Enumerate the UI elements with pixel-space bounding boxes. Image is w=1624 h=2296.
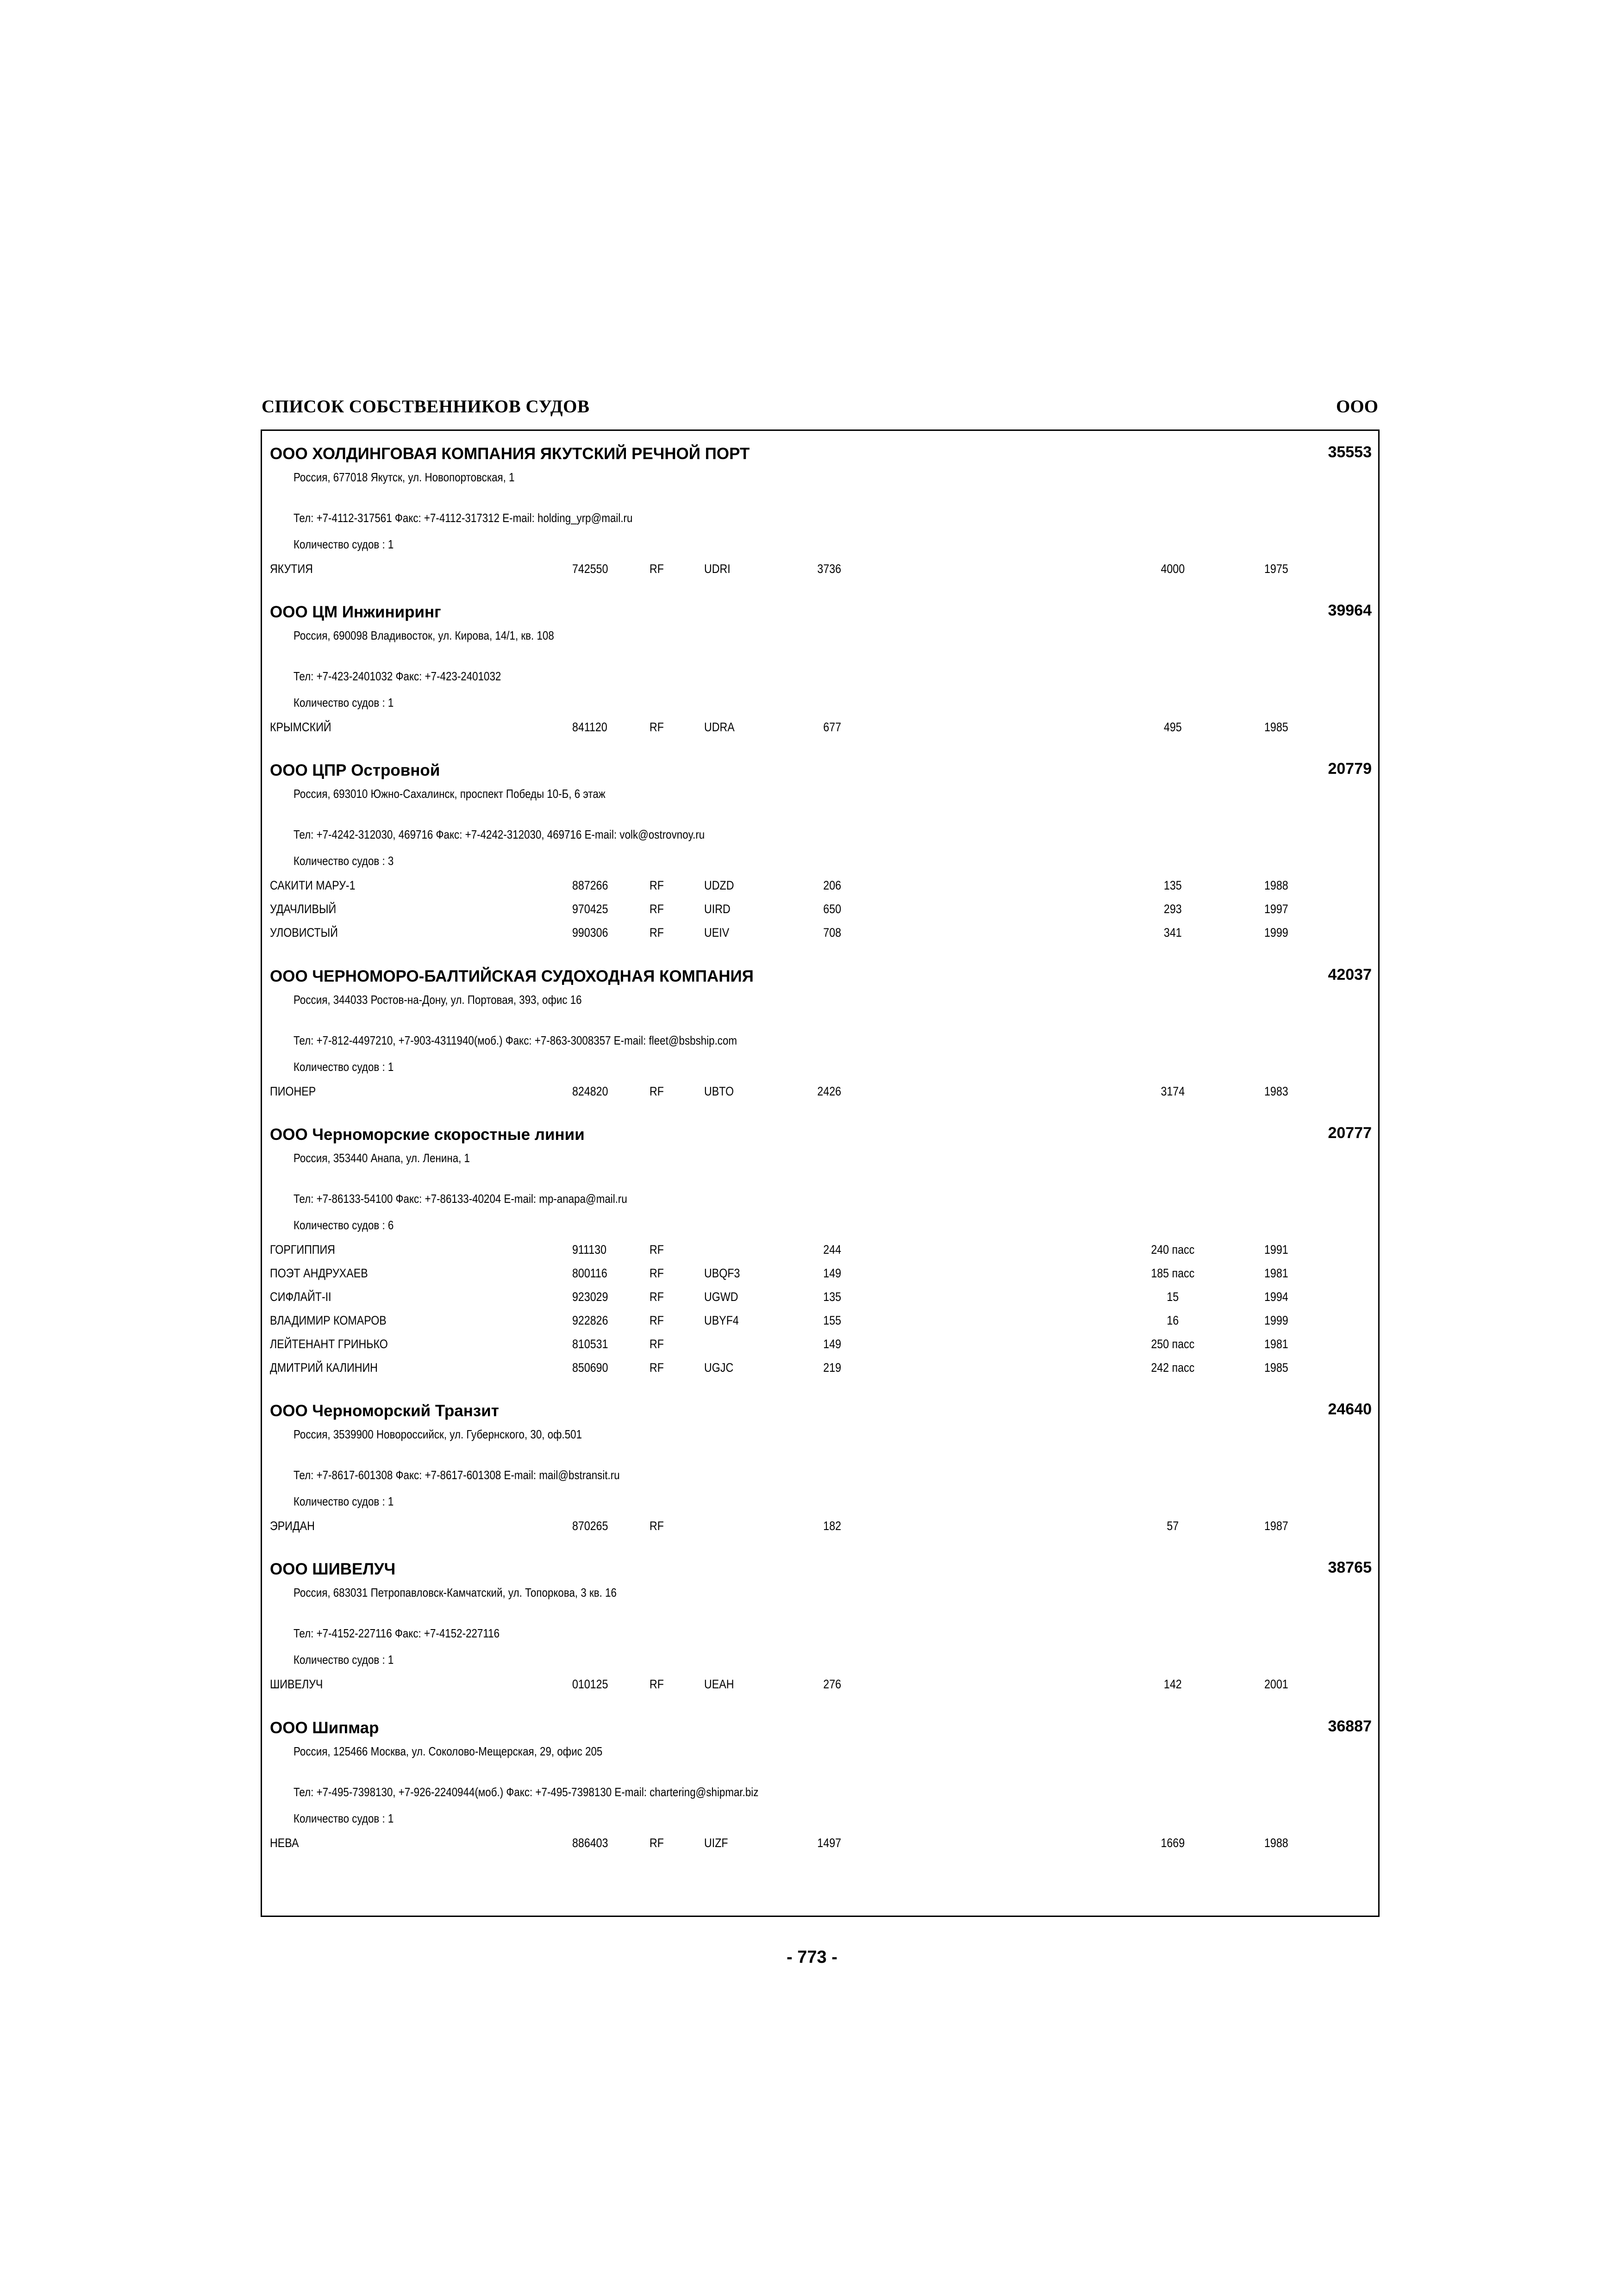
vessel-name: ВЛАДИМИР КОМАРОВ	[270, 1313, 387, 1327]
vessel-name: ПОЭТ АНДРУХАЕВ	[270, 1266, 368, 1280]
vessel-row	[262, 1337, 1378, 1353]
vessel-count: Количество судов : 1	[294, 696, 394, 709]
company-name: ООО ЦМ Инжиниринг	[270, 603, 441, 621]
vessel-callsign: UGWD	[704, 1290, 738, 1304]
vessel-name: САКИТИ МАРУ-1	[270, 878, 356, 892]
vessel-row	[262, 1836, 1378, 1852]
vessel-name: УДАЧЛИВЫЙ	[270, 902, 337, 916]
vessel-deadweight: 250 пасс	[1151, 1337, 1195, 1351]
company-address: Россия, 693010 Южно-Сахалинск, проспект Победы 10-Б, 6 этаж	[294, 787, 606, 801]
vessel-row	[262, 1243, 1378, 1258]
company-address: Россия, 353440 Анапа, ул. Ленина, 1	[294, 1151, 470, 1165]
company-id: 20779	[1328, 760, 1372, 778]
vessel-deadweight: 57	[1167, 1519, 1179, 1533]
vessel-year: 1999	[1264, 1313, 1288, 1327]
vessel-name: ШИВЕЛУЧ	[270, 1677, 323, 1691]
vessel-deadweight: 15	[1167, 1290, 1179, 1304]
vessel-tonnage: 3736	[817, 562, 841, 576]
vessel-flag: RF	[650, 1519, 664, 1533]
vessel-callsign: UIZF	[704, 1836, 728, 1850]
company-name: ООО Черноморский Транзит	[270, 1402, 499, 1420]
vessel-name: КРЫМСКИЙ	[270, 720, 331, 734]
vessel-callsign: UDRA	[704, 720, 735, 734]
vessel-flag: RF	[650, 1361, 664, 1375]
vessel-year: 1985	[1264, 720, 1288, 734]
vessel-deadweight: 341	[1163, 926, 1182, 940]
vessel-count: Количество судов : 1	[294, 1060, 394, 1074]
vessel-year: 1987	[1264, 1519, 1288, 1533]
vessel-name: УЛОВИСТЫЙ	[270, 926, 338, 940]
vessel-flag: RF	[650, 562, 664, 576]
company-contacts: Тел: +7-495-7398130, +7-926-2240944(моб.) Факс: +7-495-7398130 E-mail: chartering@shipmar.biz	[294, 1785, 759, 1799]
vessel-row	[262, 878, 1378, 894]
vessel-callsign: UEIV	[704, 926, 730, 940]
vessel-row	[262, 562, 1378, 578]
vessel-deadweight: 185 пасс	[1151, 1266, 1195, 1280]
vessel-year: 1999	[1264, 926, 1288, 940]
vessel-tonnage: 244	[823, 1243, 841, 1257]
vessel-count: Количество судов : 1	[294, 1811, 394, 1825]
vessel-deadweight: 293	[1163, 902, 1182, 916]
vessel-name: ЭРИДАН	[270, 1519, 315, 1533]
company-name: ООО ЦПР Островной	[270, 761, 440, 779]
vessel-number: 800116	[572, 1266, 607, 1280]
vessel-name: ЛЕЙТЕНАНТ ГРИНЬКО	[270, 1337, 388, 1351]
company-address: Россия, 683031 Петропавловск-Камчатский, ул. Топоркова, 3 кв. 16	[294, 1586, 617, 1599]
company-contacts: Тел: +7-4242-312030, 469716 Факс: +7-4242-312030, 469716 E-mail: volk@ostrovnoy.ru	[294, 828, 705, 841]
vessel-row	[262, 1290, 1378, 1306]
vessel-deadweight: 16	[1167, 1313, 1179, 1327]
vessel-row	[262, 1677, 1378, 1693]
vessel-flag: RF	[650, 1337, 664, 1351]
vessel-count: Количество судов : 6	[294, 1218, 394, 1232]
company-contacts: Тел: +7-4152-227116 Факс: +7-4152-227116	[294, 1626, 500, 1640]
vessel-tonnage: 677	[823, 720, 841, 734]
company-contacts: Тел: +7-812-4497210, +7-903-4311940(моб.) Факс: +7-863-3008357 E-mail: fleet@bsbship.com	[294, 1033, 737, 1047]
vessel-deadweight: 240 пасс	[1151, 1243, 1195, 1257]
vessel-name: ДМИТРИЙ КАЛИНИН	[270, 1361, 378, 1375]
vessel-year: 1983	[1264, 1084, 1288, 1098]
vessel-deadweight: 242 пасс	[1151, 1361, 1195, 1375]
vessel-year: 1991	[1264, 1243, 1288, 1257]
company-id: 20777	[1328, 1124, 1372, 1142]
vessel-row	[262, 1519, 1378, 1535]
vessel-callsign: UIRD	[704, 902, 731, 916]
company-contacts: Тел: +7-86133-54100 Факс: +7-86133-40204 E-mail: mp-anapa@mail.ru	[294, 1192, 627, 1206]
company-address: Россия, 690098 Владивосток, ул. Кирова, 14/1, кв. 108	[294, 628, 554, 642]
vessel-name: ПИОНЕР	[270, 1084, 316, 1098]
vessel-year: 1994	[1264, 1290, 1288, 1304]
vessel-flag: RF	[650, 1677, 664, 1691]
vessel-flag: RF	[650, 720, 664, 734]
vessel-number: 010125	[572, 1677, 608, 1691]
vessel-callsign: UDZD	[704, 878, 734, 892]
vessel-callsign: UBTO	[704, 1084, 734, 1098]
vessel-row	[262, 926, 1378, 941]
vessel-number: 990306	[572, 926, 608, 940]
company-address: Россия, 677018 Якутск, ул. Новопортовская, 1	[294, 470, 515, 484]
vessel-name: ЯКУТИЯ	[270, 562, 313, 576]
vessel-year: 1975	[1264, 562, 1288, 576]
company-name: ООО ШИВЕЛУЧ	[270, 1560, 396, 1578]
vessel-tonnage: 135	[823, 1290, 841, 1304]
company-id: 42037	[1328, 966, 1372, 983]
vessel-row	[262, 1266, 1378, 1282]
page-number: - 773 -	[787, 1948, 837, 1967]
vessel-year: 1988	[1264, 1836, 1288, 1850]
vessel-deadweight: 4000	[1161, 562, 1185, 576]
vessel-tonnage: 2426	[817, 1084, 841, 1098]
vessel-number: 870265	[572, 1519, 608, 1533]
company-id: 36887	[1328, 1717, 1372, 1735]
vessel-number: 970425	[572, 902, 608, 916]
vessel-year: 1981	[1264, 1266, 1288, 1280]
registry-frame	[261, 429, 1380, 1917]
company-contacts: Тел: +7-4112-317561 Факс: +7-4112-317312 E-mail: holding_yrp@mail.ru	[294, 511, 633, 525]
vessel-row	[262, 1084, 1378, 1100]
vessel-deadweight: 495	[1163, 720, 1182, 734]
vessel-row	[262, 902, 1378, 918]
vessel-number: 841120	[572, 720, 607, 734]
vessel-tonnage: 708	[823, 926, 841, 940]
vessel-name: СИФЛАЙТ-II	[270, 1290, 331, 1304]
company-contacts: Тел: +7-423-2401032 Факс: +7-423-2401032	[294, 669, 501, 683]
company-address: Россия, 344033 Ростов-на-Дону, ул. Портовая, 393, офис 16	[294, 993, 582, 1007]
vessel-count: Количество судов : 1	[294, 537, 394, 551]
vessel-tonnage: 155	[823, 1313, 841, 1327]
vessel-row	[262, 720, 1378, 736]
vessel-number: 887266	[572, 878, 608, 892]
company-id: 24640	[1328, 1400, 1372, 1418]
vessel-flag: RF	[650, 902, 664, 916]
vessel-flag: RF	[650, 1266, 664, 1280]
vessel-number: 886403	[572, 1836, 608, 1850]
vessel-tonnage: 206	[823, 878, 841, 892]
vessel-tonnage: 149	[823, 1337, 841, 1351]
page-header	[262, 396, 1382, 424]
vessel-year: 2001	[1264, 1677, 1288, 1691]
vessel-number: 742550	[572, 562, 608, 576]
vessel-number: 911130	[572, 1243, 607, 1257]
vessel-count: Количество судов : 1	[294, 1494, 394, 1508]
vessel-callsign: UDRI	[704, 562, 731, 576]
company-id: 39964	[1328, 602, 1372, 619]
section-label: ООО	[1336, 397, 1378, 417]
vessel-tonnage: 149	[823, 1266, 841, 1280]
company-name: ООО ЧЕРНОМОРО-БАЛТИЙСКАЯ СУДОХОДНАЯ КОМПАНИЯ	[270, 967, 754, 985]
vessel-name: ГОРГИППИЯ	[270, 1243, 335, 1257]
vessel-tonnage: 276	[823, 1677, 841, 1691]
page-title: СПИСОК СОБСТВЕННИКОВ СУДОВ	[262, 397, 590, 417]
vessel-deadweight: 142	[1163, 1677, 1182, 1691]
vessel-tonnage: 182	[823, 1519, 841, 1533]
vessel-number: 824820	[572, 1084, 608, 1098]
vessel-tonnage: 650	[823, 902, 841, 916]
vessel-callsign: UEAH	[704, 1677, 734, 1691]
vessel-deadweight: 1669	[1161, 1836, 1185, 1850]
vessel-flag: RF	[650, 1836, 664, 1850]
vessel-number: 923029	[572, 1290, 608, 1304]
company-address: Россия, 125466 Москва, ул. Соколово-Мещерская, 29, офис 205	[294, 1744, 603, 1758]
vessel-deadweight: 3174	[1161, 1084, 1185, 1098]
vessel-year: 1997	[1264, 902, 1288, 916]
company-id: 38765	[1328, 1559, 1372, 1576]
vessel-callsign: UBYF4	[704, 1313, 739, 1327]
vessel-count: Количество судов : 3	[294, 854, 394, 868]
vessel-flag: RF	[650, 1313, 664, 1327]
company-name: ООО Черноморские скоростные линии	[270, 1126, 585, 1144]
vessel-deadweight: 135	[1163, 878, 1182, 892]
company-name: ООО ХОЛДИНГОВАЯ КОМПАНИЯ ЯКУТСКИЙ РЕЧНОЙ ПОРТ	[270, 445, 750, 463]
vessel-tonnage: 219	[823, 1361, 841, 1375]
vessel-flag: RF	[650, 878, 664, 892]
vessel-flag: RF	[650, 1290, 664, 1304]
vessel-name: НЕВА	[270, 1836, 299, 1850]
vessel-callsign: UGJC	[704, 1361, 734, 1375]
vessel-number: 922826	[572, 1313, 608, 1327]
company-contacts: Тел: +7-8617-601308 Факс: +7-8617-601308 E-mail: mail@bstransit.ru	[294, 1468, 620, 1482]
vessel-year: 1985	[1264, 1361, 1288, 1375]
vessel-flag: RF	[650, 926, 664, 940]
vessel-count: Количество судов : 1	[294, 1653, 394, 1667]
vessel-year: 1988	[1264, 878, 1288, 892]
vessel-flag: RF	[650, 1084, 664, 1098]
company-name: ООО Шипмар	[270, 1719, 379, 1737]
vessel-year: 1981	[1264, 1337, 1288, 1351]
vessel-row	[262, 1313, 1378, 1329]
company-address: Россия, 3539900 Новороссийск, ул. Губернского, 30, оф.501	[294, 1427, 582, 1441]
vessel-number: 810531	[572, 1337, 608, 1351]
vessel-callsign: UBQF3	[704, 1266, 740, 1280]
vessel-flag: RF	[650, 1243, 664, 1257]
vessel-row	[262, 1361, 1378, 1376]
vessel-tonnage: 1497	[817, 1836, 841, 1850]
vessel-number: 850690	[572, 1361, 608, 1375]
company-id: 35553	[1328, 443, 1372, 461]
